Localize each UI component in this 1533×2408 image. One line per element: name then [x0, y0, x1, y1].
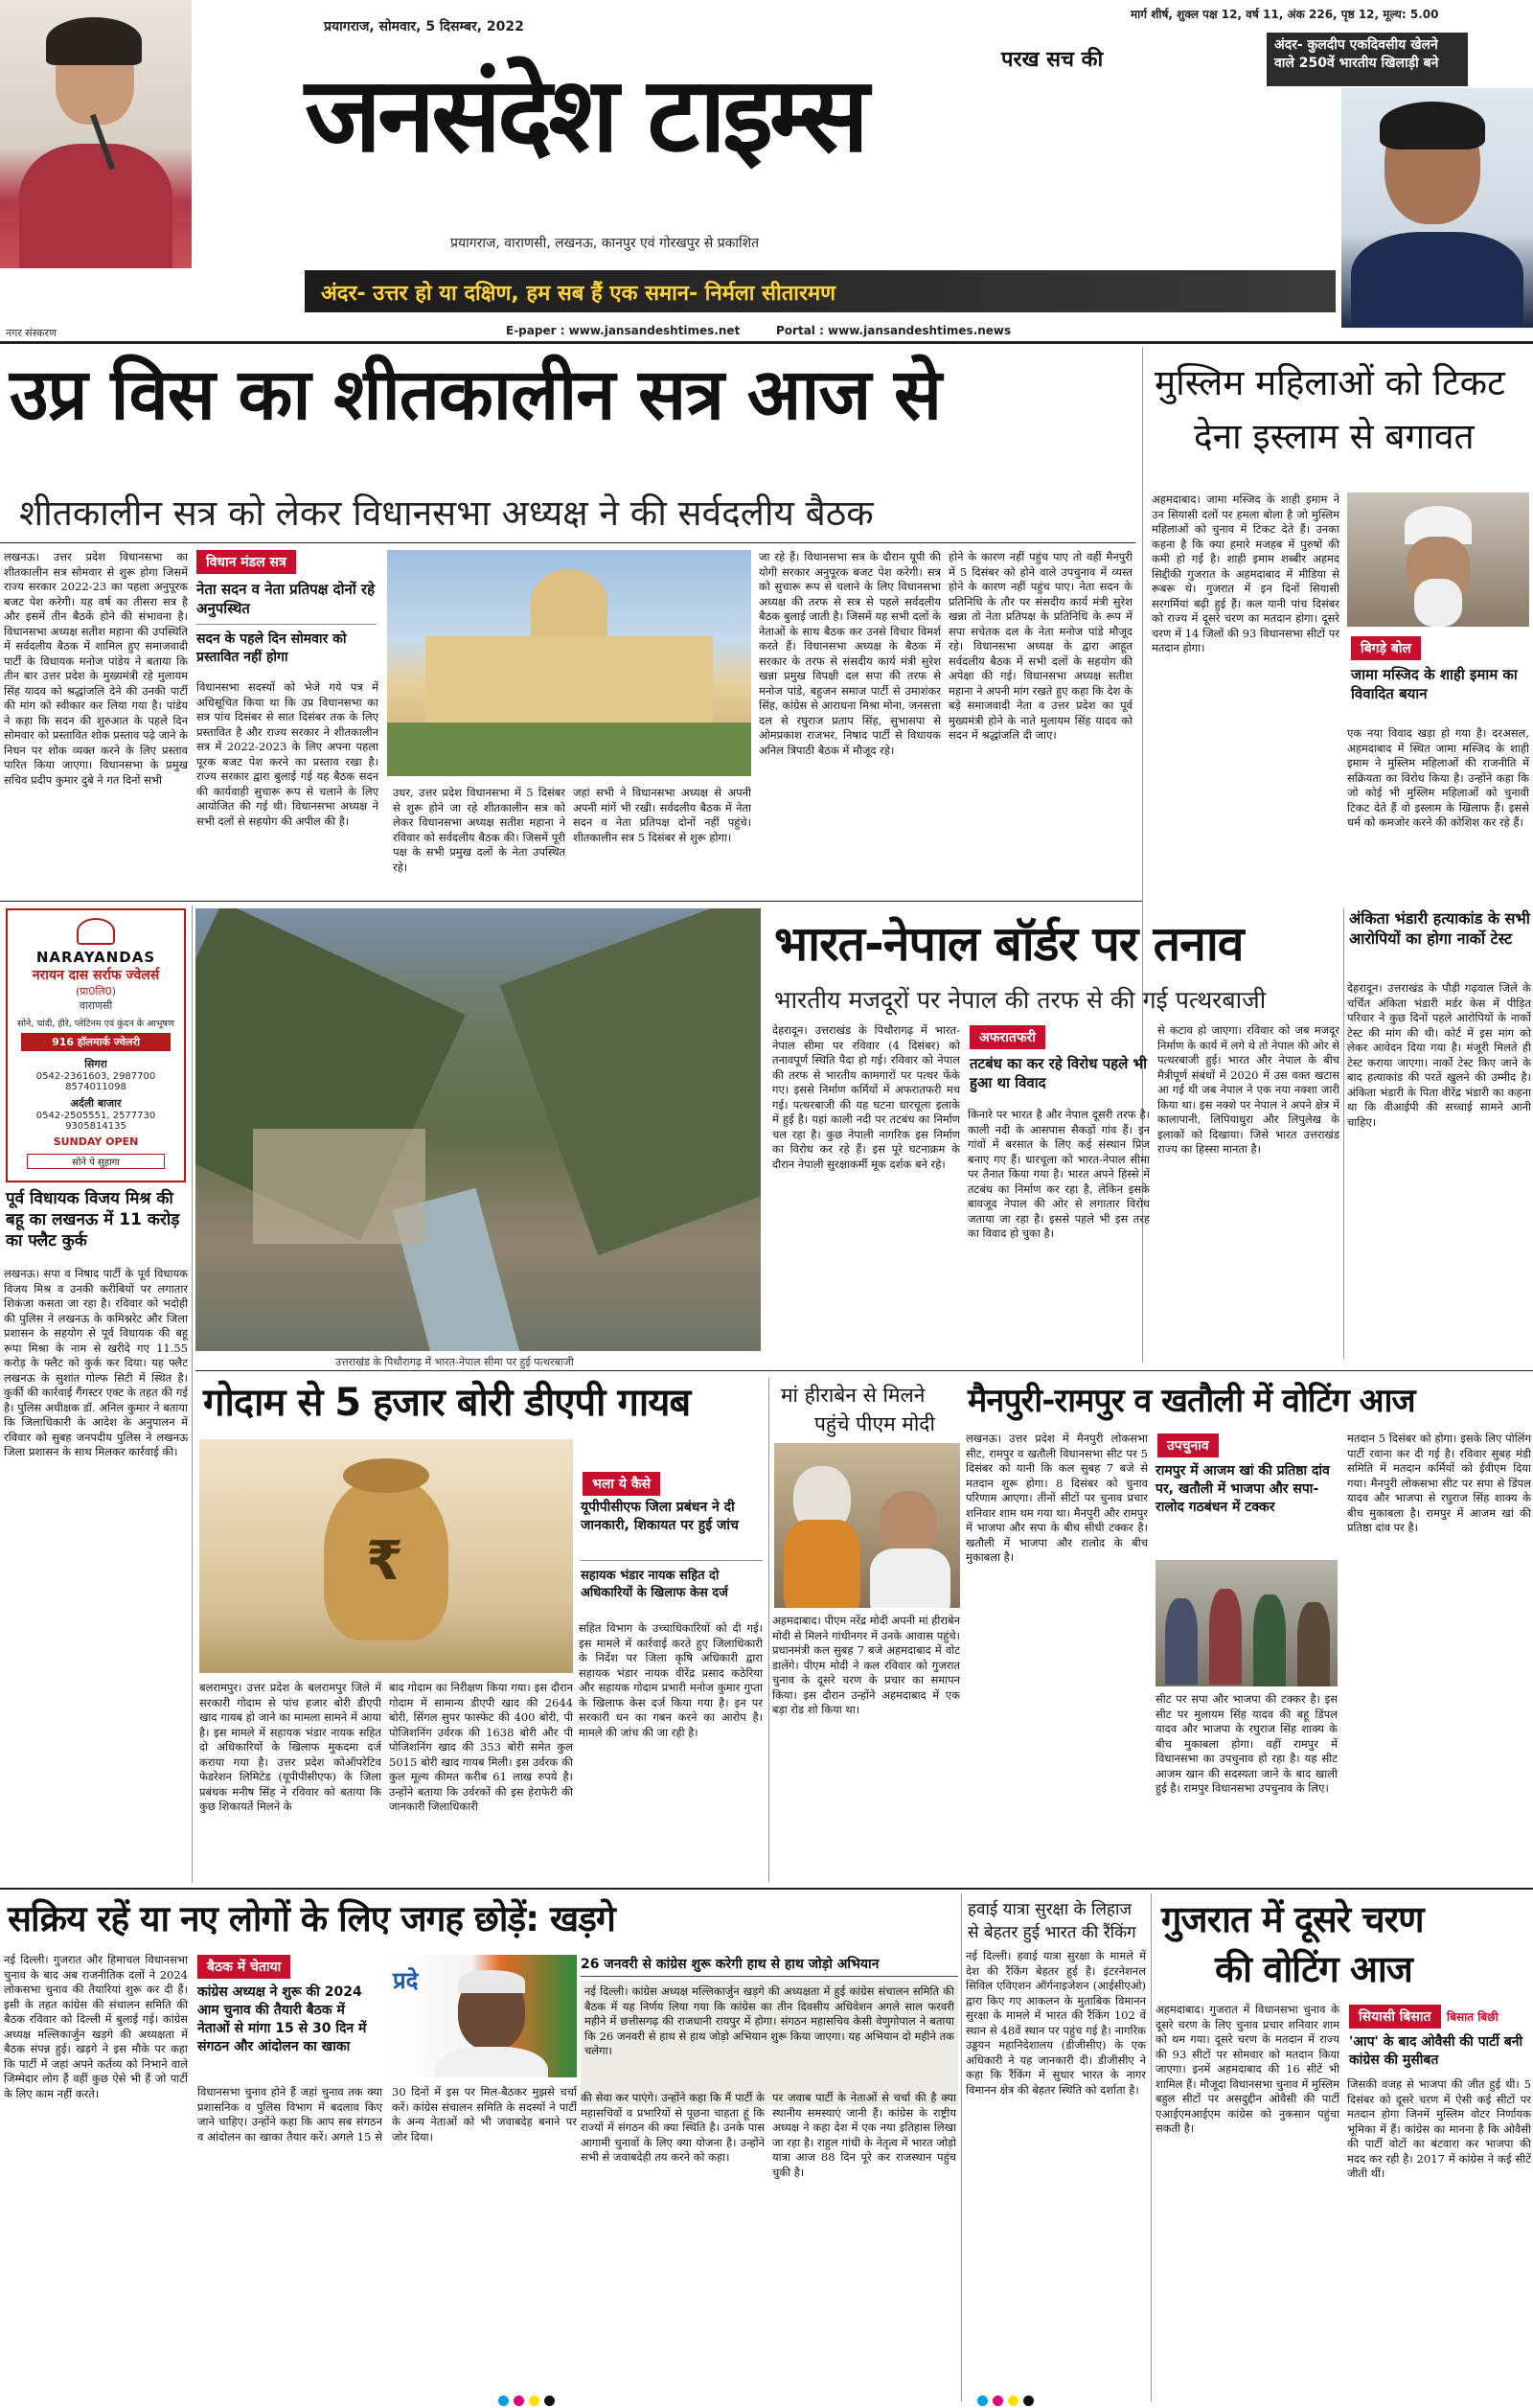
ad-sub: (प्रा0लि0): [76, 985, 116, 998]
inside-left-text: अंदर- उत्तर हो या दक्षिण, हम सब हैं एक समान- निर्मला सीतारमण: [321, 282, 836, 306]
kharge-bar: [581, 1955, 958, 2105]
kharge-headline: सक्रिय रहें या नए लोगों के लिए जगह छोड़ें: खड़गे: [8, 1898, 615, 1939]
nepal-headline: भारत-नेपाल बॉर्डर पर तनाव: [774, 916, 1244, 972]
lower-band-rule: [0, 1888, 1533, 1890]
gujarat-body2: जिसकी वजह से भाजपा की जीत हुई थी। 5 दिसंबर को दूसरे चरण में ऐसी कई सीटों पर मतदान होगा जिनमें मुस्लिम वोटर निर्णायक भूमिका में हैं। कांग्रेस का मानना है कि ओवैसी की पार्टी वोटों का बंटवारा कर भाजपा की मदद कर रही है। 2017 में कांग्रेस ने कई सीटें जीती थीं।: [1347, 2077, 1531, 2180]
jewellery-ad[interactable]: [6, 908, 186, 1182]
ad-phone2: 0542-2505551, 2577730 9305814135: [35, 1111, 156, 1132]
gujarat-tag: [1349, 2005, 1441, 2029]
lead-subhead: शीतकालीन सत्र को लेकर विधानसभा अध्यक्ष ने की सर्वदलीय बैठक: [19, 493, 874, 534]
nepal-tag: अफरातफरी: [970, 1025, 1045, 1049]
mainpuri-dek: रामपुर में आजम खां की प्रतिष्ठा दांव पर, खतौली में भाजपा और सपा-रालोद गठबंधन में टक्कर: [1155, 1463, 1330, 1515]
ad-line3: अर्दली बाजार: [70, 1097, 122, 1110]
ad-footer: सोने पे सुहागा: [27, 1154, 165, 1169]
sitharaman-photo: [0, 0, 192, 268]
gujarat-tag-text: सियासी बिसात: [1359, 2009, 1431, 2025]
lead-tag-dek2: सदन के पहले दिन सोमवार को प्रस्तावित नहीं होगा: [196, 631, 347, 665]
lead-caption2: जहां सभी ने विधानसभा अध्यक्ष से अपनी अपनी मांगें भी रखी। सर्वदलीय बैठक में नेता सदन व नेता प्रतिपक्ष दोनों नहीं पहुंचे। शीतकालीन सत्र 5 दिसंबर से शुरू होगा।: [573, 786, 751, 844]
godown-headline: गोदाम से 5 हजार बोरी डीएपी गायब: [203, 1381, 691, 1425]
registration-marks: [0, 2396, 1533, 2408]
lead-headline: उप्र विस का शीतकालीन सत्र आज से: [10, 354, 942, 436]
masthead-cities: प्रयागराज, वाराणसी, लखनऊ, कानपुर एवं गोरखपुर से प्रकाशित: [450, 236, 760, 251]
mishra-headline: पूर्व विधायक विजय मिश्र की बहू का लखनऊ में 11 करोड़ का फ्लैट कुर्क: [6, 1189, 180, 1250]
ankita-rule: [1343, 908, 1344, 1359]
epaper-link[interactable]: E-paper : www.jansandeshtimes.net: [506, 324, 741, 337]
modi-photo: [774, 1443, 960, 1608]
kharge-photo: प्रदे: [385, 1955, 577, 2077]
air-rule: [961, 1893, 962, 2401]
nepal-dek: तटबंध का कर रहे विरोध पहले भी हुआ था विवाद: [970, 1055, 1147, 1091]
gujarat-body1: अहमदाबाद। गुजरात में विधानसभा चुनाव के दूसरे चरण के लिए चुनाव प्रचार शनिवार शाम को थम गया। दूसरे चरण के मतदान में राज्य की 93 सीटों पर सोमवार को मतदान किया जाएगा। इनमें अहमदाबाद की 16 सीटें भी शामिल हैं। मौजूदा विधानसभा चुनाव में मुस्लिम बहुल सीटों पर असदुद्दीन ओवैसी की पार्टी एआईएमआईएम कांग्रेस को नुकसान पहुंचा सकती है।: [1155, 2003, 1339, 2135]
modi-body: अहमदाबाद। पीएम नरेंद्र मोदी अपनी मां हीराबेन मोदी से मिलने गांधीनगर में उनके आवास पहुंचे। प्रधानमंत्री कल सुबह 7 बजे अहमदाबाद में वोट डालेंगे। पीएम मोदी ने कल रविवार को गुजरात चुनाव के दूसरे चरण के प्रचार का समापन किया। इस दौरान उन्होंने अहमदाबाद में एक बड़ा रोड शो किया था।: [772, 1614, 960, 1716]
muslim-tag: बिगड़े बोल: [1351, 636, 1421, 660]
ad-line2: सिगरा: [84, 1058, 107, 1070]
kharge-tag: बैठक में चेताया: [197, 1955, 290, 1979]
inside-right-teaser: [1267, 33, 1468, 86]
kharge-body3: की सेवा कर पाएंगे। उन्होंने कहा कि मैं पार्टी के महासचिवों व प्रभारियों से पूछना चाहता हूं कि राज्यों में संगठन की क्या स्थिति है। उनके पास आगामी चुनावों के लिए क्या योजना है। उन्होंने सभी से जवाबदेही तय करने को कहा।: [581, 2091, 765, 2164]
kharge-body4: पर जवाब पार्टी के नेताओं से चर्चा की है क्या स्थानीय समस्याएं जानी हैं। कांग्रेस के राष्ट्रीय अध्यक्ष ने कहा देश में एक नया इतिहास लिखा जा रहा है। राहुल गांधी के नेतृत्व में भारत जोड़ो यात्रा आज 88 दिन पूरे कर राजस्थान पहुंच चुकी है।: [772, 2091, 956, 2179]
masthead-title: जनसंदेश टाइम्स: [305, 56, 866, 175]
nepal-subhead: भारतीय मजदूरों पर नेपाल की तरफ से की गई पत्थरबाजी: [774, 986, 1267, 1014]
rupee-bag-photo: ₹: [199, 1439, 573, 1673]
masthead: [0, 0, 1533, 341]
mainpuri-headline: मैनपुरी-रामपुर व खतौली में वोटिंग आज: [968, 1382, 1415, 1420]
muslim-body2: एक नया विवाद खड़ा हो गया है। दरअसल, अहमदाबाद में स्थित जामा मस्जिद के शाही इमाम ने मुस्लिम महिलाओं की राजनीति में सक्रियता का विरोध किया है। उन्होंने कहा कि जो कोई भी मुस्लिम महिलाओं को चुनावी टिकट देते हैं वो इस्लाम के खिलाफ हैं। इससे धर्म को कमजोर करने की कोशिश कर रहे हैं।: [1347, 726, 1529, 829]
imam-photo: [1347, 493, 1529, 627]
mainpuri-tag: उपचुनाव: [1157, 1433, 1219, 1457]
lead-tag: विधान मंडल सत्र: [196, 550, 296, 574]
mainpuri-body3: सीट पर सपा और भाजपा की टक्कर है। इस सीट पर मुलायम सिंह यादव की बहू डिंपल यादव और भाजपा के रघुराज सिंह शाक्य के बीच मुकाबला होगा। वहीं रामपुर में विधानसभा का उपचुनाव हो रहा है। यह सीट आजम खान की सदस्यता जाने के बाद खाली हुई है। रामपुर विधानसभा उपचुनाव के लिए।: [1155, 1692, 1338, 1795]
mainpuri-body2: मतदान 5 दिसंबर को होगा। इसके लिए पोलिंग पार्टी रवाना कर दी गई है। रविवार सुबह मंडी समिति में मतदान कर्मियों को ईवीएम दिया गया। मैनपुरी लोकसभा सीट पर सपा से डिंपल यादव और भाजपा से रघुराज सिंह शाक्य के बीच मुकाबला है। रामपुर में आजम खां की प्रतिष्ठा दांव पर है।: [1347, 1432, 1531, 1534]
modi-rule: [768, 1378, 769, 1882]
air-headline1: हवाई यात्रा सुरक्षा के लिहाज: [968, 1900, 1132, 1919]
air-headline2: से बेहतर हुई भारत की रैंकिंग: [968, 1923, 1136, 1942]
gujarat-headline1: गुजरात में दूसरे चरण: [1161, 1898, 1424, 1940]
muslim-headline1: मुस्लिम महिलाओं को टिकट: [1155, 362, 1505, 403]
ad-name-en: NARAYANDAS: [35, 949, 156, 966]
assembly-photo: [387, 550, 751, 776]
ankita-body: देहरादून। उत्तराखंड के पौड़ी गढ़वाल जिले के चर्चित अंकिता भंडारी मर्डर केस में पीड़ित परिवार ने कुछ दिनों पहले आरोपियों के नार्को टेस्ट की मांग की थी। कोर्ट में इस मांग को लेकर आवेदन दिया गया है। मंजूरी मिलते ही टेस्ट कराया जाएगा। नार्को टेस्ट किए जाने के बाद हत्याकांड की परतें खुलने की उम्मीद है। अंकिता भंडारी के पिता वीरेंद्र भंडारी का कहना था कि वीआईपी की सच्चाई सामने आनी चाहिए।: [1347, 981, 1531, 1129]
godown-dek: यूपीपीसीएफ जिला प्रबंधन ने दी जानकारी, शिकायत पर हुई जांच: [581, 1500, 739, 1533]
edition-label: नगर संस्करण: [6, 327, 57, 339]
lead-body-col3: जा रहे हैं। विधानसभा सत्र के दौरान यूपी की योगी सरकार अनुपूरक बजट पेश करेगी। सत्र को सुचारू रूप से चलाने के लिए विधानसभा अध्यक्ष की तरफ से सत्र से पहले सर्वदलीय बैठक बुलाई जाती है। जिसमें यह सभी दलों के नेताओं के साथ बैठक कर उनसे विचार विमर्श करते हैं। विधानसभा अध्यक्ष के बैठक में सरकार के तरफ से संसदीय कार्य मंत्री सुरेश खन्ना प्रमुख विपक्षी दल सपा की तरफ से मनोज पांडे, बहुजन समाज पार्टी से उमाशंकर सिंह, कांग्रेस से आराधना मिश्रा मोना, जनसत्ता दल से रघुराज प्रताप सिंह, सुभासपा से ओमप्रकाश राजभर, निषाद पार्टी से विधायक अनिल त्रिपाठी बैठक में मौजूद रहे।: [759, 550, 941, 757]
nepal-photo: [195, 908, 761, 1351]
kharge-body1: नई दिल्ली। गुजरात और हिमाचल विधानसभा चुनाव के बाद अब राजनीतिक दलों ने 2024 लोकसभा चुनाव की तैयारियां शुरू कर दी हैं। इसी के तहत कांग्रेस की संचालन समिति की बैठक रविवार को दिल्ली में बुलाई गई। कांग्रेस अध्यक्ष मल्लिकार्जुन खड़गे की अध्यक्षता में बैठक संपन्न हुई। खड़गे ने इस मौके पर कहा कि पार्टी में जहां अपने कर्तव्य को निभाने वाले जिम्मेदार लोग हैं वहीं कुछ ऐसे भी हैं जो पार्टी के लिए काम नहीं करते।: [4, 1953, 188, 2100]
ad-badge: 916 हॉलमार्क ज्वेलरी: [21, 1033, 171, 1051]
lead-body-col1: लखनऊ। उत्तर प्रदेश विधानसभा का शीतकालीन सत्र सोमवार से शुरू होगा जिसमें राज्य सरकार 2022-23 का पहला अनुपूरक बजट पेश करेगी। यह वर्ष का तीसरा सत्र है और इसमें तीन बैठकें होने की संभावना है। विधानसभा अध्यक्ष सतीश महाना की उपस्थिति में सर्वदलीय बैठक में शामिल हुए समाजवादी पार्टी के विधायक मनोज पांडेय ने बताया कि तीन बार उत्तर प्रदेश के मुख्यमंत्री रहे मुलायम सिंह यादव को श्रद्धांजलि देने की उनकी पार्टी की मांग को स्वीकार कर लिया गया है। पांडेय ने कहा कि सदन की शुरुआत के पहले दिन सोमवार को प्रस्तावित शोक प्रस्ताव पढ़े जाने के निधन पर शोक व्यक्त करने के लिए प्रस्ताव पारित किया जाएगा। विधानसभा के प्रमुख सचिव प्रदीप कुमार दुबे ने गत दिनों सभी: [4, 550, 188, 787]
godown-body3: सहित विभाग के उच्चाधिकारियों को दी गई। इस मामले में कार्रवाई करते हुए जिलाधिकारी के निर्देश पर जिला कृषि अधिकारी द्वारा सहायक भंडार नायक वीरेंद्र प्रसाद कठेरिया और सहायक गोदाम प्रभारी मनोज कुमार गुप्ता के खिलाफ केस दर्ज किया गया है। इन पर सरकारी धन का गबन करने का आरोप है। मामले की जांच की जा रही है।: [579, 1621, 763, 1739]
masthead-tagline: परख सच की: [1001, 48, 1104, 72]
lead-rule: [0, 542, 1135, 543]
muslim-body1: अहमदाबाद। जामा मस्जिद के शाही इमाम ने उन सियासी दलों पर हमला बोला है जो मुस्लिम महिलाओं को चुनाव में टिकट देते हैं। उनका कहना है कि क्या हमारे मजहब में पुरुषों की कमी हो गई है। शाही इमाम शब्बीर अहमद सिद्दीकी गुजरात के अहमदाबाद में मीडिया से रूबरू थे। गुजरात में इन दिनों सियासी सरगर्मियां बढ़ी हुई हैं। कल यानी पांच दिसंबर को राज्य में दूसरे चरण का मतदान होगा। दूसरे चरण में 14 जिलों की 93 विधानसभा सीटों पर मतदान होगा।: [1152, 493, 1339, 654]
kharge-bar-body: नई दिल्ली। कांग्रेस अध्यक्ष मल्लिकार्जुन खड़गे की अध्यक्षता में हुई कांग्रेस संचालन समिति की बैठक में यह निर्णय लिया गया कि कांग्रेस का तीन दिवसीय अधिवेशन अगले साल फरवरी महीने में छत्तीसगढ़ की राजधानी रायपुर में होगा। संगठन महासचिव केसी वेणुगोपाल ने बताया कि 26 जनवरी से हाथ से हाथ जोड़ो अभियान शुरू किया जाएगा। यह अभियान दो महीने तक चलेगा।: [581, 1981, 958, 2105]
left-column-rule: [192, 906, 193, 1883]
ad-name-hi: नरायन दास सर्राफ ज्वेलर्स: [32, 968, 160, 983]
modi-headline1: मां हीराबेन से मिलने: [781, 1384, 926, 1407]
lead-tag-dek: नेता सदन व नेता प्रतिपक्ष दोनों रहे अनुपस्थित: [196, 581, 376, 617]
gujarat-tag2: बिसात बिछी: [1447, 2010, 1499, 2024]
masthead-rule: [0, 341, 1533, 344]
polling-photo: [1155, 1560, 1338, 1686]
godown-dek-rule: [581, 1560, 763, 1561]
lead-body-col2: विधानसभा सदस्यों को भेजे गये पत्र में अधिसूचित किया था कि उप्र विधानसभा का सत्र पांच दिसंबर से सात दिसंबर तक के लिए प्रस्तावित है और राज्य सरकार ने शीतकालीन सत्र में 2022-2023 के लिए अपना पहला पूरक बजट पेश करने का प्रस्ताव रखा है। राज्य सरकार द्वारा बुलाई गई यह बैठक सदन की कार्यवाही सुचारू रूप से चलाने के लिए आयोजित की गई थी। विधानसभा अध्यक्ष ने सभी दलों से सहयोग की अपील की है।: [196, 680, 378, 828]
muslim-headline2: देना इस्लाम से बगावत: [1194, 416, 1475, 457]
muslim-dek: जामा मस्जिद के शाही इमाम का विवादित बयान: [1351, 666, 1518, 702]
portal-link[interactable]: Portal : www.jansandeshtimes.news: [776, 324, 1012, 337]
godown-body1: बलरामपुर। उत्तर प्रदेश के बलरामपुर जिले में सरकारी गोदाम से पांच हजार बोरी डीएपी खाद गायब हो जाने का मामला सामने में आया है। इस मामले में सहायक भंडार नायक सहित दो अधिकारियों के खिलाफ मुकदमा दर्ज कराया गया है। उत्तर प्रदेश कोऑपरेटिव फेडरेशन लिमिटेड (यूपीपीसीएफ) के जिला प्रबंधक मनीष सिंह ने रविवार को बताया कि कुछ शिकायतें मिलने के: [199, 1681, 381, 1813]
ad-city: वाराणसी: [79, 999, 113, 1012]
masthead-meta: मार्ग शीर्ष, शुक्ल पक्ष 12, वर्ष 11, अंक 226, पृष्ठ 12, मूल्य: 5.00: [1131, 8, 1439, 21]
nepal-body1: देहरादून। उत्तराखंड के पिथौरागढ़ में भारत-नेपाल सीमा पर रविवार (4 दिसंबर) को तनावपूर्ण स्थिति पैदा हो गई। रविवार को नेपाल की तरफ से भारतीय कामगारों पर पत्थर फेंके गए। इससे निर्माण कर्मियों में अफरातफरी मच गई। पत्थरबाजी की यह घटना धारचूला इलाके में हुई है। यहां काली नदी पर तटबंध का निर्माण चल रहा है। कुछ नेपाली नागरिक इस निर्माण का विरोध कर रहे हैं। इस पूरे घटनाक्रम के दौरान नेपाली सुरक्षाकर्मी मूक दर्शक बने रहे।: [772, 1023, 960, 1171]
kharge-bar-title: 26 जनवरी से कांग्रेस शुरू करेगी हाथ से हाथ जोड़ो अभियान: [581, 1955, 958, 1977]
kharge-dek: कांग्रेस अध्यक्ष ने शुरू की 2024 आम चुनाव की तैयारी बैठक में नेताओं से मांगा 15 से 30 दिन में संगठन और आंदोलन का खाका: [197, 1984, 367, 2054]
godown-body2: बाद गोदाम का निरीक्षण किया गया। इस दौरान गोदाम में सामान्य डीएपी खाद की 2644 बोरी, सिंगल सुपर फास्फेट की 400 बोरी, पी पोजिशनिंग उर्वरक की 1638 बोरी और पी पोजिशनिंग खाद की 353 बोरी समेत कुल 5015 बोरी खाद गायब मिली। इस उर्वरक की कुल मूल्य कीमत करीब 61 लाख रुपये है। उन्होंने बताया कि उर्वरकों की इस हेराफेरी की जानकारी जिलाधिकारी: [389, 1681, 573, 1813]
nepal-bottom-rule: [195, 1370, 1533, 1371]
ad-line1: सोने, चांदी, हीरे, प्लेटिनम एवं कुंदन के आभूषण: [17, 1019, 174, 1029]
ad-sunday: SUNDAY OPEN: [53, 1135, 139, 1148]
ankita-headline: अंकिता भंडारी हत्याकांड के सभी आरोपियों का होगा नार्को टेस्ट: [1349, 909, 1530, 948]
kharge-body2: विधानसभा चुनाव होने हैं जहां चुनाव तक क्या प्रशासनिक व पुलिस विभाग में बदलाव किए जाने चाहिए। उन्होंने कहा कि आप सब संगठन व आंदोलन का खाका तैयार करें। अगले 15 से 30 दिनों में इस पर मिल-बैठकर मुझसे चर्चा करें। कांग्रेस संचालन समिति के सदस्यों ने पार्टी के अन्य नेताओं को भी जवाबदेह बनाने पर जोर दिया।: [197, 2085, 577, 2144]
nepal-caption: उत्तराखंड के पिथौरागढ़ में भारत-नेपाल सीमा पर हुई पत्थरबाजी: [335, 1356, 574, 1368]
kuldeep-photo: [1341, 88, 1533, 328]
lead-body-col4: होने के कारण नहीं पहुंच पाए तो वहीं मैनपुरी में 5 दिसंबर को होने वाले उपचुनाव में व्यस्त होने के कारण नहीं पहुंच पाए। नेता सदन के प्रतिनिधि के तौर पर संसदीय कार्य मंत्री सुरेश खन्ना तो नेता प्रतिपक्ष के प्रतिनिधि के रूप में सपा सचेतक दल के नेता मनोज पांडे मौजूद रहे। विधानसभा अध्यक्ष के द्वारा आहूत सर्वदलीय बैठक में सभी दलों के सहयोग की अपेक्षा की गई। विधानसभा अध्यक्ष सतीश महाना ने अपनी मांग रखते हुए कहा कि देश के बड़े समाजवादी नेता व उत्तर प्रदेश का पूर्व मुख्यमंत्री होने के नाते मुलायम सिंह यादव को सदन में श्रद्धांजलि दी जाए।: [949, 550, 1133, 742]
ad-top-rule: [0, 901, 1142, 902]
gujarat-headline2: की वोटिंग आज: [1215, 1948, 1412, 1990]
inside-right-text: अंदर- कुलदीप एकदिवसीय खेलने वाले 250वें भारतीय खिलाड़ी बने: [1274, 37, 1439, 71]
godown-tag: भला ये कैसे: [583, 1472, 660, 1496]
nepal-body3: से कटाव हो जाएगा। रविवार को जब मजदूर निर्माण के कार्य में लगे थे तो नेपाल की ओर से पत्थरबाजी हुई। भारत और नेपाल के बीच मैत्रीपूर्ण संबंधों में 2020 में उस वक्त खटास आ गई थी जब नेपाल ने एक नया नक्शा जारी किया था। इस नक्शे पर नेपाल ने अपने क्षेत्र में कालापानी, लिपियाधुरा और लिपुलेख के इलाकों को दिखाया। जिसे भारत उत्तराखंड राज्य का हिस्सा मानता है।: [1157, 1023, 1339, 1156]
godown-dek2: सहायक भंडार नायक सहित दो अधिकारियों के खिलाफ केस दर्ज: [581, 1569, 728, 1600]
gujarat-rule: [1151, 1893, 1152, 2401]
nepal-body2: किनारे पर भारत है और नेपाल दूसरी तरफ है। काली नदी के आसपास सैकड़ों गांव हैं। इन गांवों में बरसात के लिए कई संस्थान प्रिज बनाए गए हैं। धारचूला को भारत-नेपाल सीमा पर तैनात किया गया है। भारत अपने हिस्से में तटबंध का निर्माण कर रहा है, लेकिन इसके बावजूद नेपाल की ओर से लगातार विरोध जताया जा रहा है। इससे पहले भी इस तरह का विवाद हो चुका है।: [968, 1108, 1150, 1240]
masthead-dateline: प्रयागराज, सोमवार, 5 दिसम्बर, 2022: [324, 19, 524, 34]
lead-tag-box: [196, 550, 377, 667]
mishra-body: लखनऊ। सपा व निषाद पार्टी के पूर्व विधायक विजय मिश्र व उनकी करीबियों पर लगातार शिकंजा कसता जा रहा है। रविवार को भदोही की पुलिस ने लखनऊ के कमिश्नरेट और जिला प्रशासन के सहयोग से पूर्व विधायक की बहू रूपा मिश्रा के नाम से खरीदे गए 11.55 करोड़ के फ्लैट को कुर्क कर दिया। यह फ्लैट लखनऊ के सुशांत गोल्फ सिटी में स्थित है। कुर्की की कार्रवाई गैंगस्टर एक्ट के तहत की गई है। पुलिस अधीक्षक डॉ. अनिल कुमार ने बताया कि जिलाधिकारी के आदेश के अनुपालन में रविवार को सुबह जनपदीय पुलिस ने लखनऊ जिला प्रशासन के साथ मिलकर कार्रवाई की।: [4, 1267, 188, 1458]
modi-headline2: पहुंचे पीएम मोदी: [814, 1412, 935, 1435]
lead-caption: उधर, उत्तर प्रदेश विधानसभा में 5 दिसंबर से शुरू होने जा रहे शीतकालीन सत्र को लेकर विधानसभा अध्यक्ष सतीश महाना ने रविवार को सर्वदलीय बैठक की। जिसमें पूरी पक्ष के सभी प्रमुख दलों के नेता उपस्थित रहे।: [393, 786, 565, 874]
mainpuri-body1: लखनऊ। उत्तर प्रदेश में मैनपुरी लोकसभा सीट, रामपुर व खतौली विधानसभा सीट पर 5 दिसंबर को यानी कि कल सुबह 7 बजे से मतदान शुरू होगा। 8 दिसंबर को चुनाव परिणाम आएगा। तीनों सीटों पर चुनाव प्रचार शनिवार शाम थम गया था। मैनपुरी और रामपुर में भाजपा और सपा के बीच सीधी टक्कर है। खतौली में भाजपा और रालोद के बीच मुकाबला है।: [966, 1432, 1148, 1564]
gujarat-tag-dek: 'आप' के बाद ओवैसी की पार्टी बनी कांग्रेस की मुसीबत: [1349, 2034, 1523, 2068]
air-body: नई दिल्ली। हवाई यात्रा सुरक्षा के मामले में देश की रैंकिंग बेहतर हुई है। इंटरनेशनल सिविल एविएशन ऑर्गनाइजेशन (आईसीएओ) द्वारा किए गए आकलन के मुताबिक विमानन सुरक्षा के मामले में भारत की रैंकिंग 102 वें स्थान से 48वें स्थान पर पहुंच गई है। नागरिक उड्डयन महानिदेशालय (डीजीसीए) के एक अधिकारी ने यह जानकारी दी। डीजीसीए ने कहा कि रैंकिंग में सुधार भारत के नागर विमानन क्षेत्र की बेहतर स्थिति को दर्शाता है।: [966, 1949, 1146, 2097]
ad-phone1: 0542-2361603, 2987700 8574011098: [35, 1071, 156, 1092]
